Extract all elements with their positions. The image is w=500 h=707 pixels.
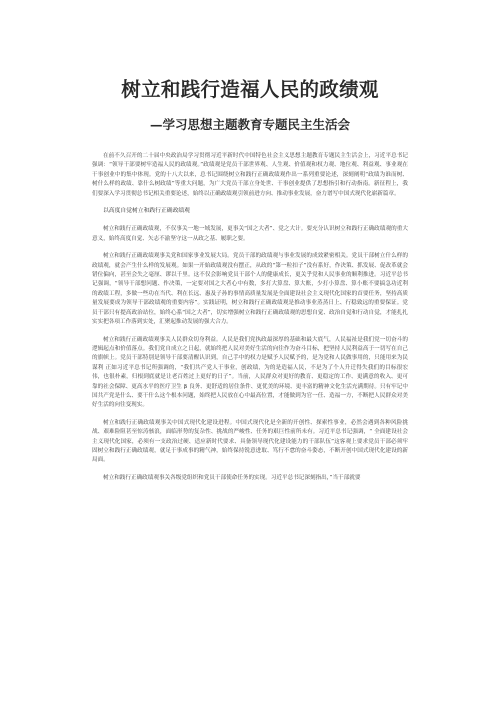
intro-paragraph: 在前不久召开的二十届中央政治局学习贯彻习近平新时代中国特色社会主义思想主题教育专题民主生活会上，习近平总书记强调：“领导干部要树牢造福人民的政绩观。”政绩观是党员干部世界观、人生观、价值观和权力观、地位观、利益观、事业观在干事创业中的集中体现。党的十八大以来，总书记围绕树立和践行正确政绩观作出一系列重要论述，深刻阐明“政绩为谁而树、树什么样的政绩、靠什么树政绩”等重大问题，为广大党员干部立身处世、干事创业提供了思想指引和行动指南。新征程上，我们要深入学习贯彻总书记相关重要论述，始终以正确政绩观引领前进方向、推动事业发展，奋力谱写中国式现代化崭新篇章。 — [92, 153, 408, 197]
body-paragraph: 树立和践行正确政绩观事关人民群众切身利益。人民是我们党执政最深厚的基础和最大底气，人民福祉是我们党一切奋斗的逻辑起点和价值落点。我们党自成立之日起，就始终把人民对美好生活的向往作为奋斗目标，把坚持人民利益高于一切写在自己的旗帜上。党员干部特别是领导干部要清醒认识到，自己手中的权力是赋予人民赋予的，是为党和人民做事用的，只能用来为民谋利 正如习近平总书记所强调的，“我们共产党人干事业，创政绩，为的是造福人民，不是为了个人升迁得失我们的目标很宏伟，也很朴素，归根到底就是让老百姓过上更好的日子”。当前，人民群众对更好的教育、更稳定的工作、更满意的收入、更可靠的社会保障、更高水平的医疗卫生 β 良务、更舒适的居住条件、更优美的环境、更丰富的精神文化生活充满期待。只有牢记中国共产党是什么、要干什么这个根本问题，始终把人民放在心中最高位置，才能做到为官一任、造福一方，不断把人民群众对美好生活的向往变现实。 — [92, 336, 408, 409]
section-heading: 以高度自觉树立和践行正确政绩观 — [103, 208, 190, 215]
body-paragraph: 树立和践行正确政绩观，不仅事关一地一域发展，更事关“国之大者”、党之大计。要充分认识树立和践行正确政绩观的重大意义，始终高度自觉、矢志不渝坚守这一从政之基、履职之要。 — [92, 226, 408, 242]
document-subtitle: —学习思想主题教育专题民主生活会 — [149, 117, 350, 132]
document-title: 树立和践行造福人民的政绩观 — [121, 78, 379, 101]
document-body — [92, 152, 408, 491]
body-paragraph: 树立和践行正确政绩观事关各级党组织和党员干部使命任务的实现。习近平总书记深刻指出，”当干部就要 — [103, 474, 361, 481]
body-paragraph: 树立和践行正确政绩观事关中国式现代化建设进程。中国式现代化是全新的开创性、探索性事业，必然会遇到各种风险挑战、艰难险阻甚至惊涛骇浪，面临形势的复杂性、挑战的严峻性、任务的艰巨性前所未有。习近平总书记强调，“ 全面建设社会主义现代化国家，必须有一支政治过硬、适应新时代要求、具备领导现代化建设能力的干部队伍”这客观上要求党员干部必须牢固树立和践行正确政绩观，就足于事成事的精气神，始终保持锐意进取、笃行不怠的奋斗姿态，不断开创中国式现代化建设的新局面。 — [92, 419, 408, 464]
body-paragraph: 树立和践行正确政绩观事关党和国家事业发展大局。党员干部的政绩观与事业发展的成效紧密相关。党员干部树立什么样的政绩观，就会产生什么样的发展观。如果一开始政绩观没有摆正，从政的“第一粒扣子”没有系好，作决策、抓发展、促改革就会错位偏向，甚至会失之毫厘、谬以千里。这不仅会影响党员干部个人的健康成长，更关乎党和人民事业的顺利推进。习近平总书记强调，“领导干部想问题、作决策，一定要对国之大者心中有数，多打大算盘、算大账，少打小算盘、算小账不要搞急功近利的政绩工程，多做一些功在当代、利在长远、惠及子孙的事情高质量发展是全面建设社会主义现代化国家的首要任务，坚持高质量发展要成为领导干部政绩观的重要内容”。实践证明，树立和践行正确政绩观是推动事业蒸蒸日上、行稳致远的重要保证。党员干部只有提高政治站位，始终心系“国之大者”，切实增强树立和践行正确政绩观的思想自觉、政治自觉和行动自觉，才能扎扎实实把各项工作落到实处，汇聚起推动发展的强大合力。 — [92, 253, 408, 326]
